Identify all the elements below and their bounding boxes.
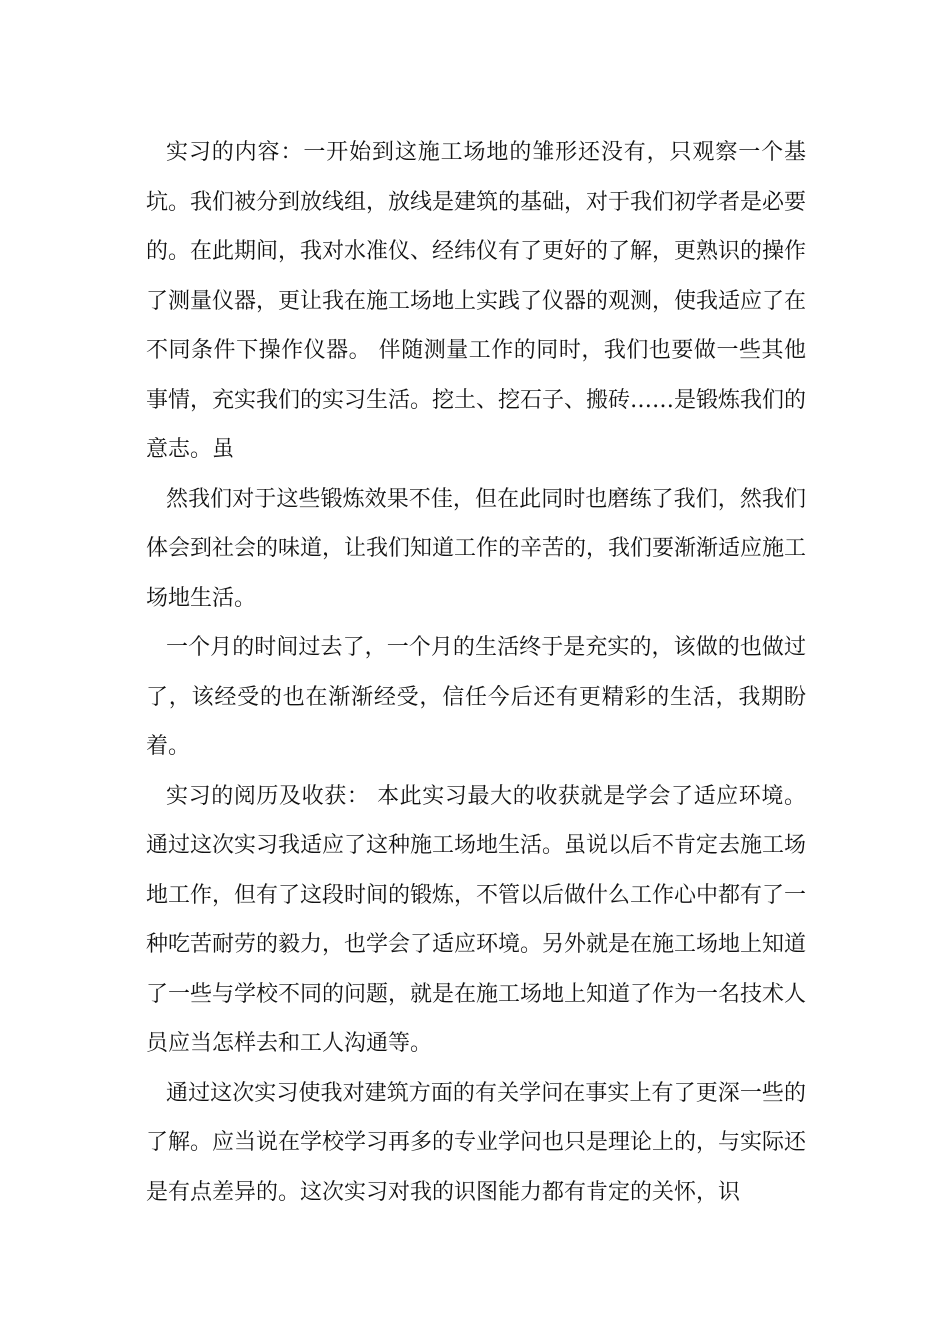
paragraph-knowledge-understanding: 通过这次实习使我对建筑方面的有关学问在事实上有了更深一些的了解。应当说在学校学习再多的专业学问也只是理论上的，与实际还是有点差异的。这次实习对我的识图能力都有肯定的关怀，识 [146,1080,807,1205]
document-body [146,128,806,1217]
paragraph-training-reflection: 然我们对于这些锻炼效果不佳，但在此同时也磨练了我们，然我们体会到社会的味道，让我们知道工作的辛苦的，我们要渐渐适应施工场地生活。 [146,486,807,611]
paragraph-internship-content: 实习的内容：一开始到这施工场地的雏形还没有，只观察一个基坑。我们被分到放线组，放线是建筑的基础，对于我们初学者是必要的。在此期间，我对水准仪、经纬仪有了更好的了解，更熟识的操作了测量仪器，更让我在施工场地上实践了仪器的观测，使我适应了在不同条件下操作仪器。 伴随测量工作的同时，我们也要做一些其他事情，充实我们的实习生活。挖土、挖石子、搬砖……是锻炼我们的意志。虽 [146,140,807,462]
paragraph-month-passed: 一个月的时间过去了，一个月的生活终于是充实的，该做的也做过了，该经受的也在渐渐经受，信任今后还有更精彩的生活，我期盼着。 [146,635,806,759]
paragraph-experience-gains: 实习的阅历及收获： 本此实习最大的收获就是学会了适应环境。通过这次实习我适应了这种施工场地生活。虽说以后不肯定去施工场地工作，但有了这段时间的锻炼，不管以后做什么工作心中都有了一种吃苦耐劳的毅力，也学会了适应环境。另外就是在施工场地上知道了一些与学校不同的问题，就是在施工场地上知道了作为一名技术人员应当怎样去和工人沟通等。 [146,783,807,1056]
